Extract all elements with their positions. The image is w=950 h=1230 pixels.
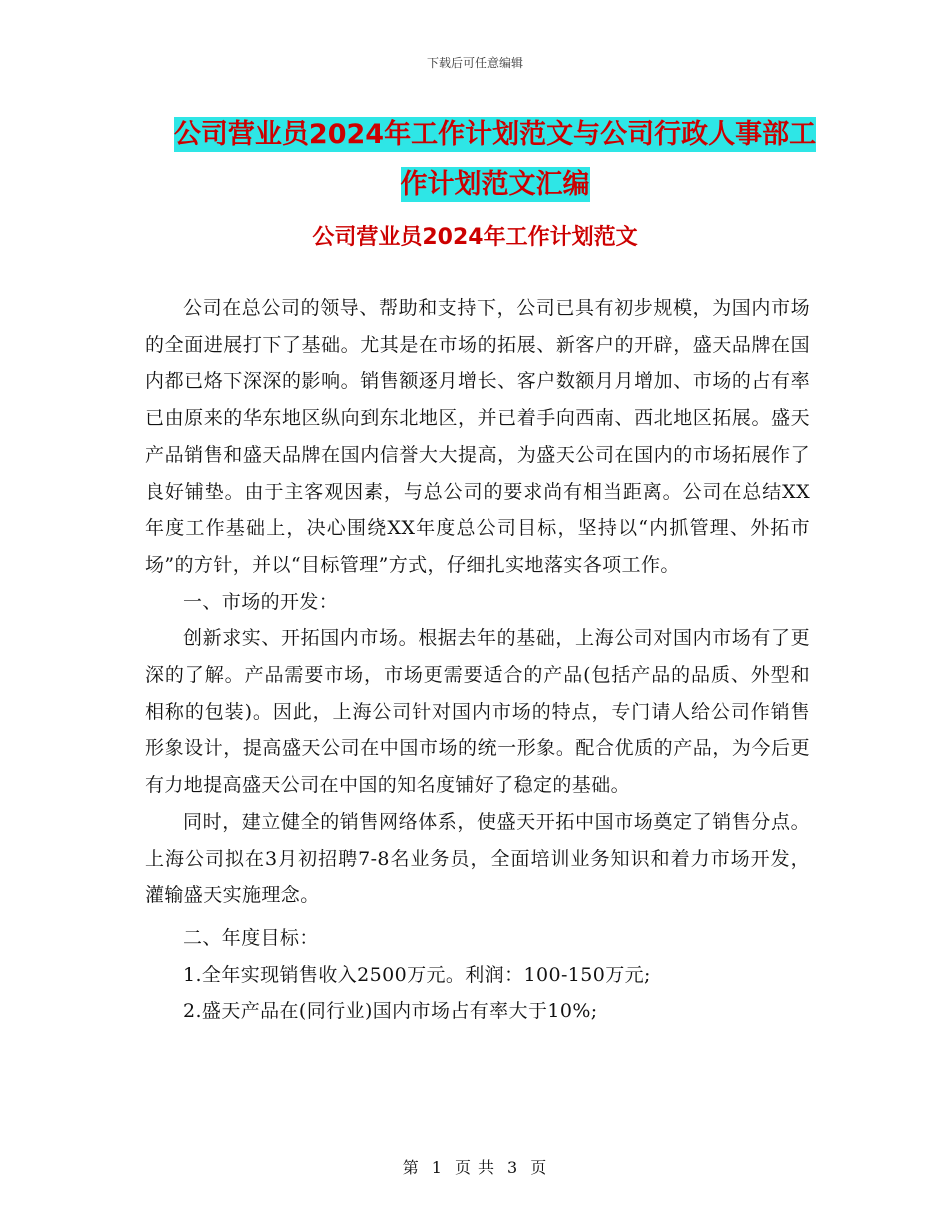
footer-prefix: 第	[402, 1158, 420, 1177]
page-number: 1	[431, 1158, 443, 1177]
document-body	[145, 290, 810, 1030]
document-title-line-2: 作计划范文汇编	[400, 169, 590, 200]
heading-annual-goals: 二、年度目标：	[183, 926, 319, 949]
document-title	[150, 110, 840, 210]
header-note: 下载后可任意编辑	[426, 56, 523, 70]
section-title: 公司营业员2024年工作计划范文	[312, 225, 638, 250]
footer-suffix: 页	[530, 1158, 548, 1177]
paragraph: 创新求实、开拓国内市场。根据去年的基础，上海公司对国内市场有了更深的了解。产品需要市场，市场更需要适合的产品(包括产品的品质、外型和相称的包装)。因此，上海公司针对国内市场的特点，专门请人给公司作销售形象设计，提高盛天公司在中国市场的统一形象。配合优质的产品，为今后更有力地提高盛天公司在中国的知名度铺好了稳定的基础。	[145, 627, 810, 797]
document-title-line-1: 公司营业员2024年工作计划范文与公司行政人事部工	[173, 119, 817, 150]
paragraph: 公司在总公司的领导、帮助和支持下，公司已具有初步规模，为国内市场的全面进展打下了基础。尤其是在市场的拓展、新客户的开辟，盛天品牌在国内都已烙下深深的影响。销售额逐月增长、客户数额月月增加、市场的占有率已由原来的华东地区纵向到东北地区，并已着手向西南、西北地区拓展。盛天产品销售和盛天品牌在国内信誉大大提高，为盛天公司在国内的市场拓展作了良好铺垫。由于主客观因素，与总公司的要求尚有相当距离。公司在总结XX年度工作基础上，决心围绕XX年度总公司目标，坚持以“内抓管理、外拓市场”的方针，并以“目标管理”方式，仔细扎实地落实各项工作。	[145, 297, 810, 576]
heading-market-development: 一、市场的开发：	[183, 590, 339, 613]
list-item-goal-2: 2.盛天产品在(同行业)国内市场占有率大于10%;	[183, 1000, 598, 1023]
list-item-goal-1: 1.全年实现销售收入2500万元。利润：100-150万元;	[183, 963, 651, 986]
page-footer	[0, 1155, 950, 1178]
page-total: 3	[507, 1158, 519, 1177]
footer-middle: 页 共	[454, 1158, 496, 1177]
paragraph: 同时，建立健全的销售网络体系，使盛天开拓中国市场奠定了销售分点。上海公司拟在3月初招聘7-8名业务员，全面培训业务知识和着力市场开发，灌输盛天实施理念。	[145, 810, 810, 907]
